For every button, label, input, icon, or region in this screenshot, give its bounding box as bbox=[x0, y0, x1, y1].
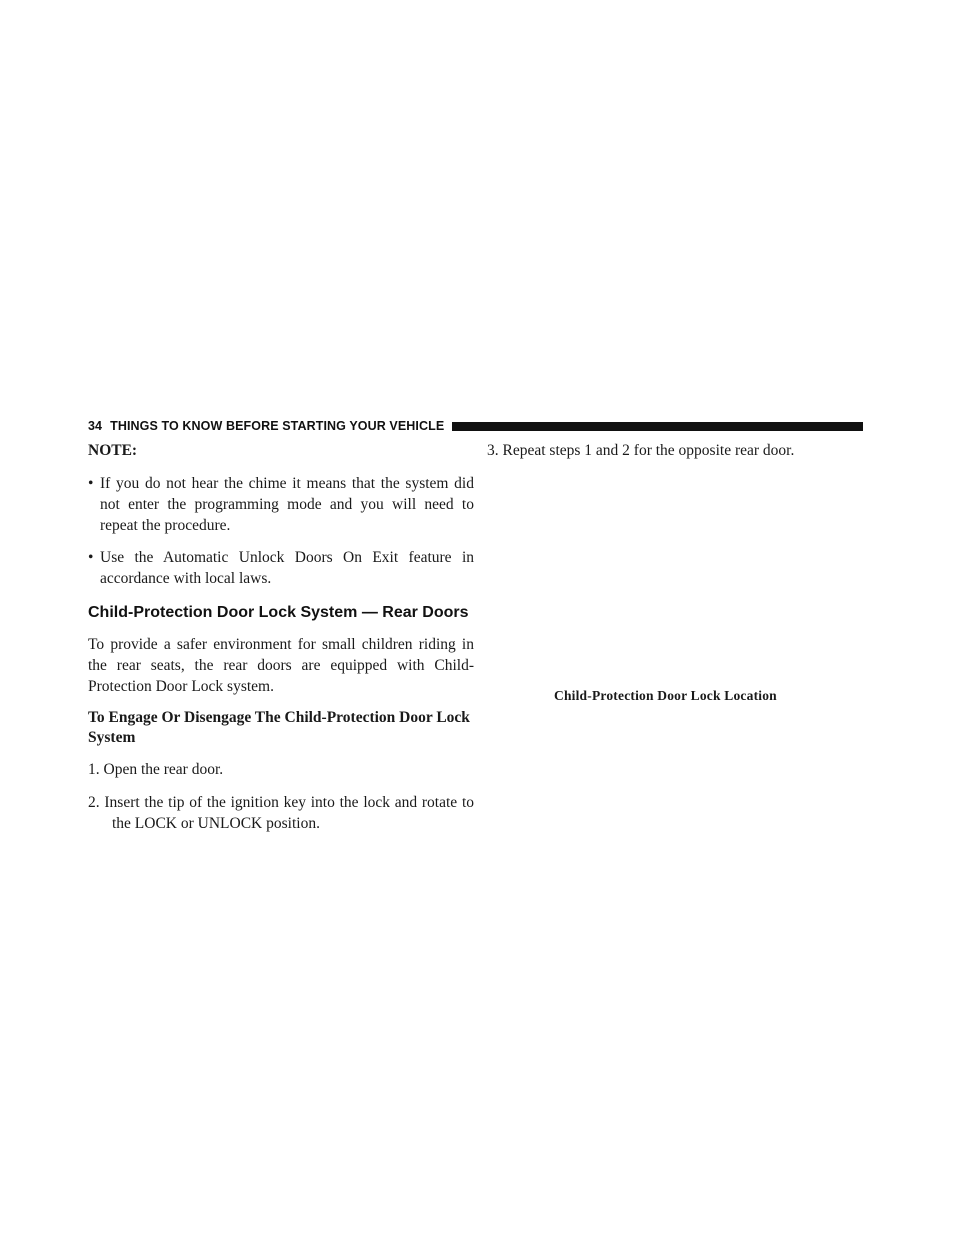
figure-caption: Child-Protection Door Lock Location bbox=[554, 688, 777, 703]
page-number: 34 bbox=[88, 419, 103, 433]
left-column bbox=[88, 440, 474, 846]
step-item: 3. Repeat steps 1 and 2 for the opposite rear door. bbox=[487, 442, 795, 459]
header-rule bbox=[452, 422, 863, 431]
section-title: THINGS TO KNOW BEFORE STARTING YOUR VEHICLE bbox=[110, 419, 445, 433]
intro-paragraph: To provide a safer environment for small children riding in the rear seats, the rear doors are equipped with Child-Protection Door Lock system. bbox=[88, 636, 474, 695]
procedure-heading: To Engage Or Disengage The Child-Protection Door Lock System bbox=[88, 709, 470, 746]
note-label: NOTE: bbox=[88, 442, 138, 459]
note-bullet-text: If you do not hear the chime it means that the system did not enter the programming mode and you will need to repeat the procedure. bbox=[100, 475, 474, 534]
bullet-dot: • bbox=[88, 475, 94, 492]
step-item: 2. Insert the tip of the ignition key into the lock and rotate to the LOCK or UNLOCK position. bbox=[88, 794, 474, 832]
note-bullet bbox=[88, 547, 474, 589]
section-heading: Child-Protection Door Lock System — Rear Doors bbox=[88, 604, 469, 621]
note-bullet bbox=[88, 473, 474, 536]
bullet-dot: • bbox=[88, 549, 94, 566]
step-item: 1. Open the rear door. bbox=[88, 761, 224, 778]
right-column bbox=[487, 440, 863, 461]
note-bullet-text: Use the Automatic Unlock Doors On Exit feature in accordance with local laws. bbox=[100, 549, 474, 587]
page-header bbox=[88, 419, 863, 433]
